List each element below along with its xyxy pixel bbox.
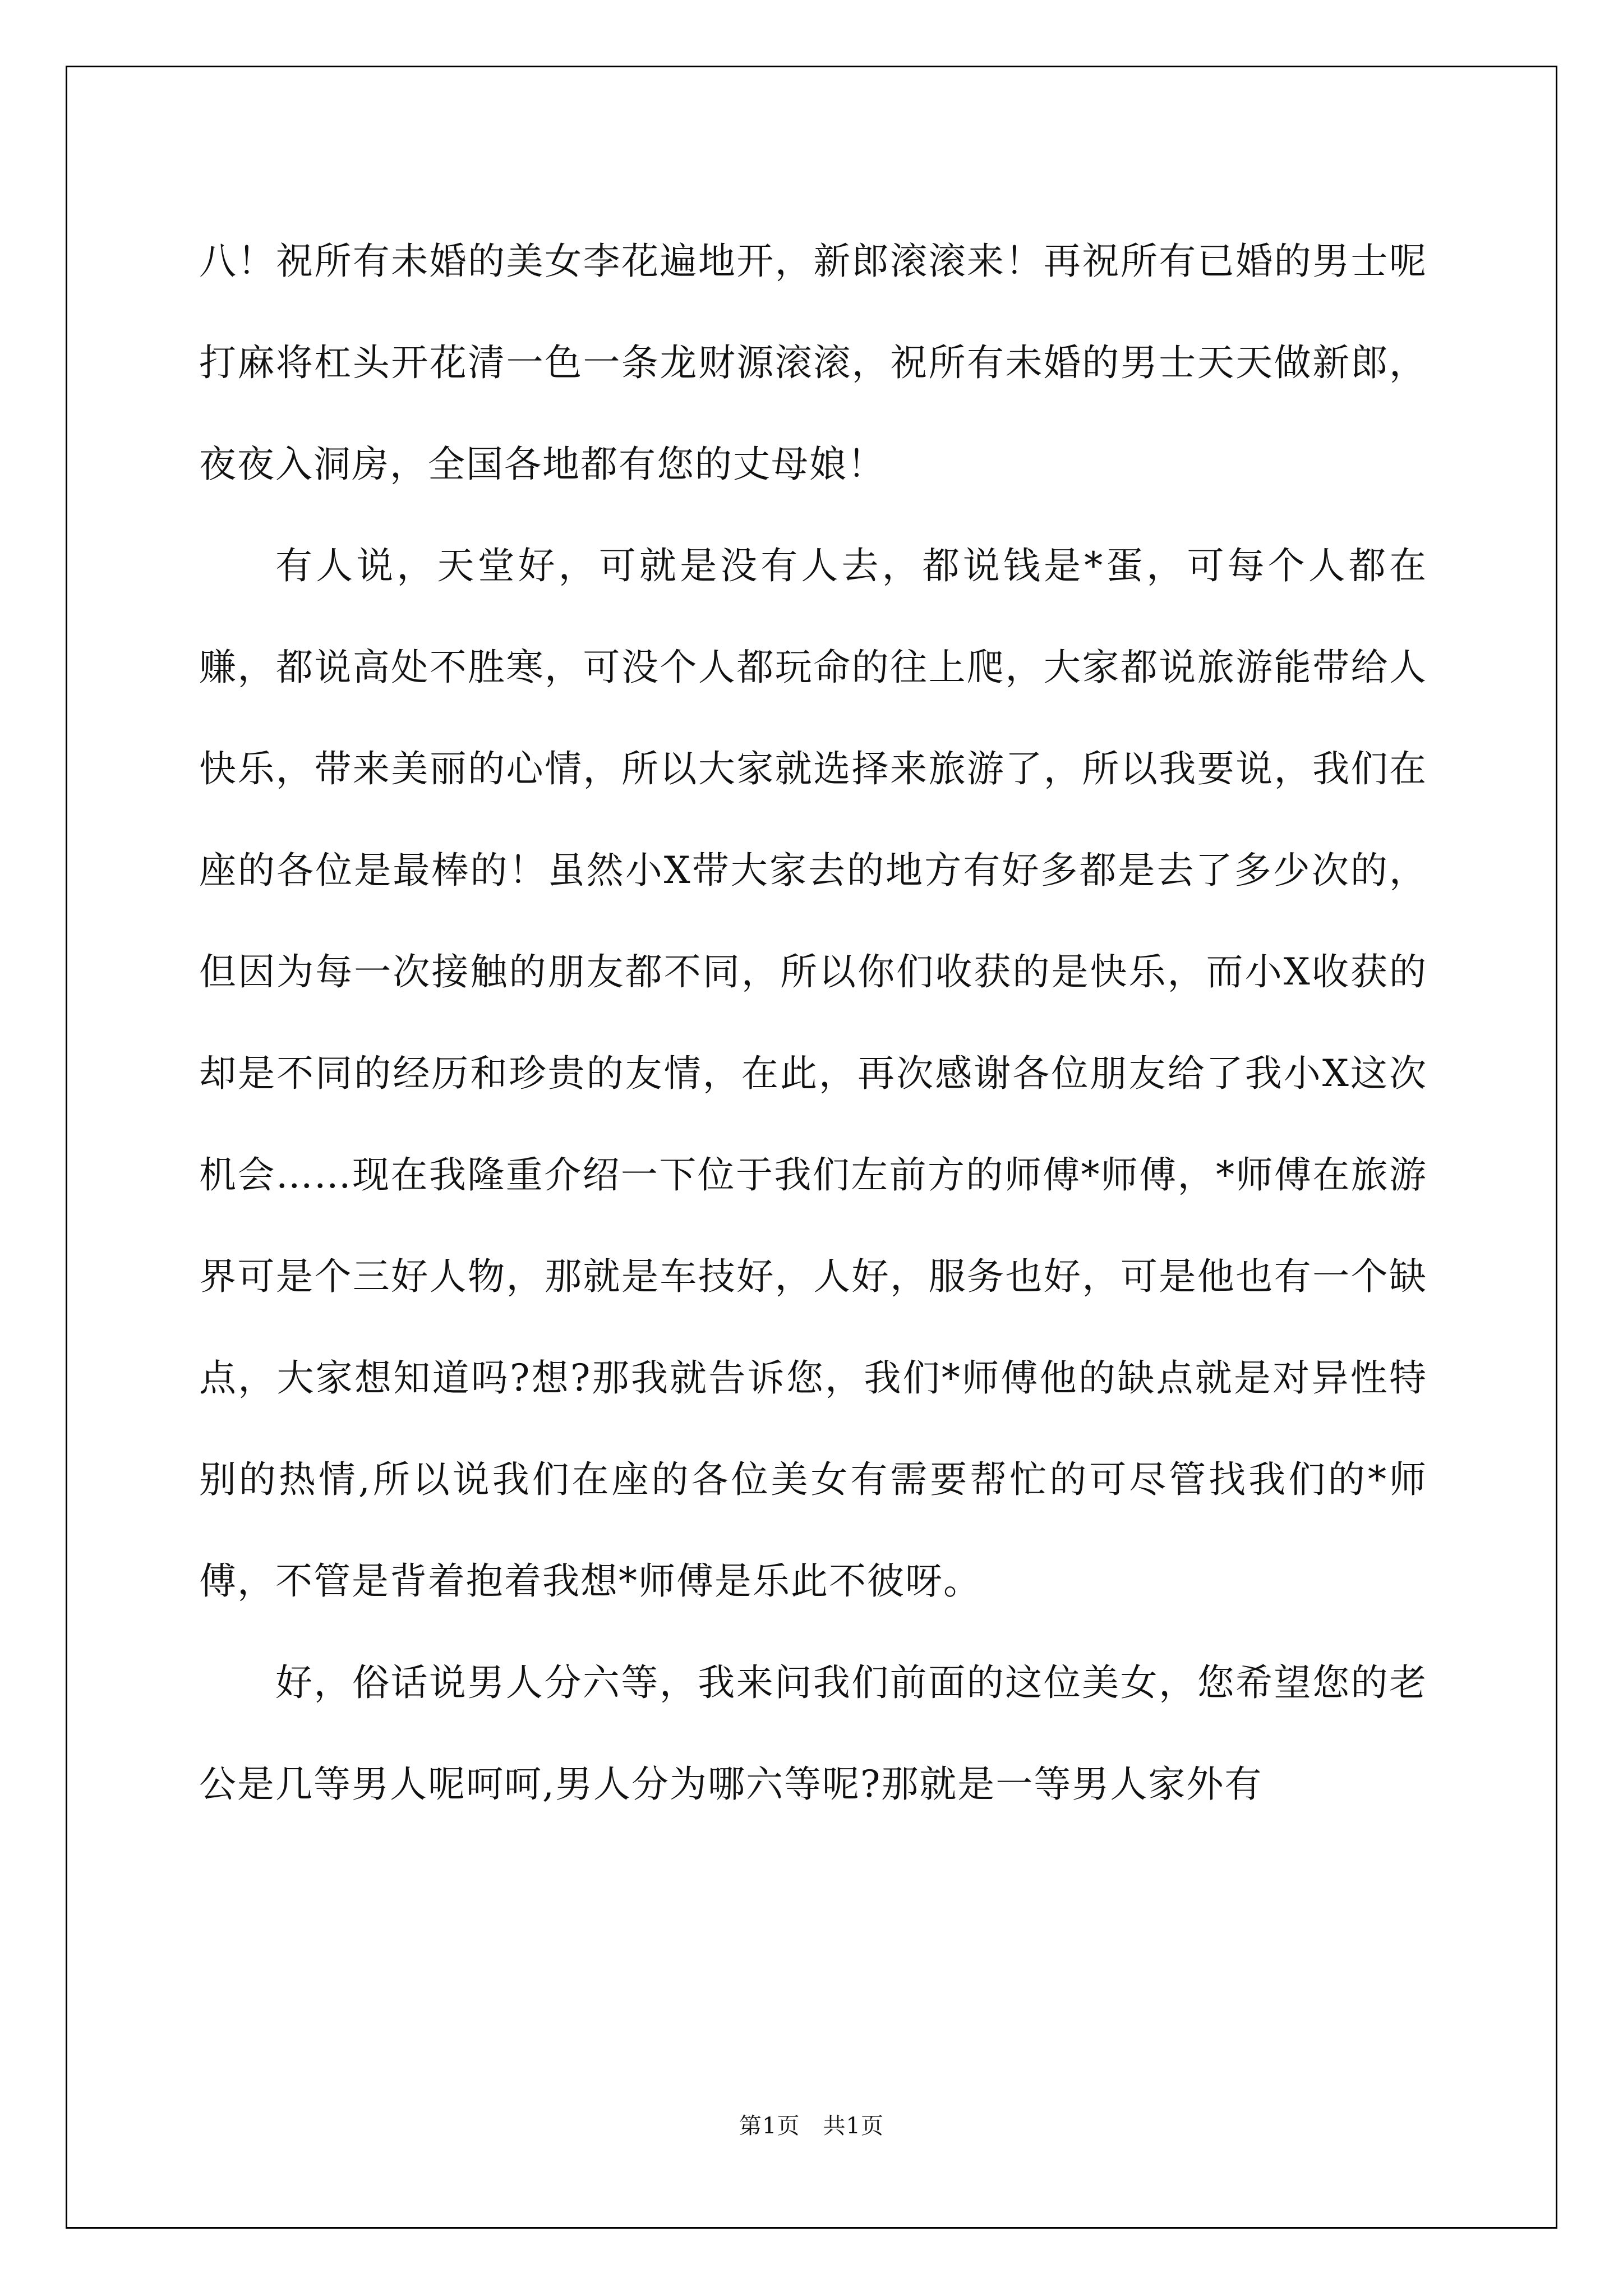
paragraph-1: 八！祝所有未婚的美女李花遍地开，新郎滚滚来！再祝所有已婚的男士呢打麻将杠头开花清一色一条龙财源滚滚，祝所有未婚的男士天天做新郎，夜夜入洞房，全国各地都有您的丈母娘！	[199, 240, 1427, 486]
page-footer: 第1页 共1页	[739, 2113, 884, 2139]
paragraph-2: 有人说，天堂好，可就是没有人去，都说钱是*蛋，可每个人都在赚，都说高处不胜寒，可没个人都玩命的往上爬，大家都说旅游能带给人快乐，带来美丽的心情，所以大家就选择来旅游了，所以我要说，我们在座的各位是最棒的！虽然小X带大家去的地方有好多都是去了多少次的，但因为每一次接触的朋友都不同，所以你们收获的是快乐，而小X收获的却是不同的经历和珍贵的友情，在此，再次感谢各位朋友给了我小X这次机会……现在我隆重介绍一下位于我们左前方的师傅*师傅，*师傅在旅游界可是个三好人物，那就是车技好，人好，服务也好，可是他也有一个缺点，大家想知道吗?想?那我就告诉您，我们*师傅他的缺点就是对异性特别的热情,所以说我们在座的各位美女有需要帮忙的可尽管找我们的*师傅，不管是背着抱着我想*师傅是乐此不彼呀。	[199, 544, 1427, 1603]
paragraph-3: 好，俗话说男人分六等，我来问我们前面的这位美女，您希望您的老公是几等男人呢呵呵,男人分为哪六等呢?那就是一等男人家外有	[199, 1661, 1427, 1806]
document-body	[199, 210, 1427, 1835]
